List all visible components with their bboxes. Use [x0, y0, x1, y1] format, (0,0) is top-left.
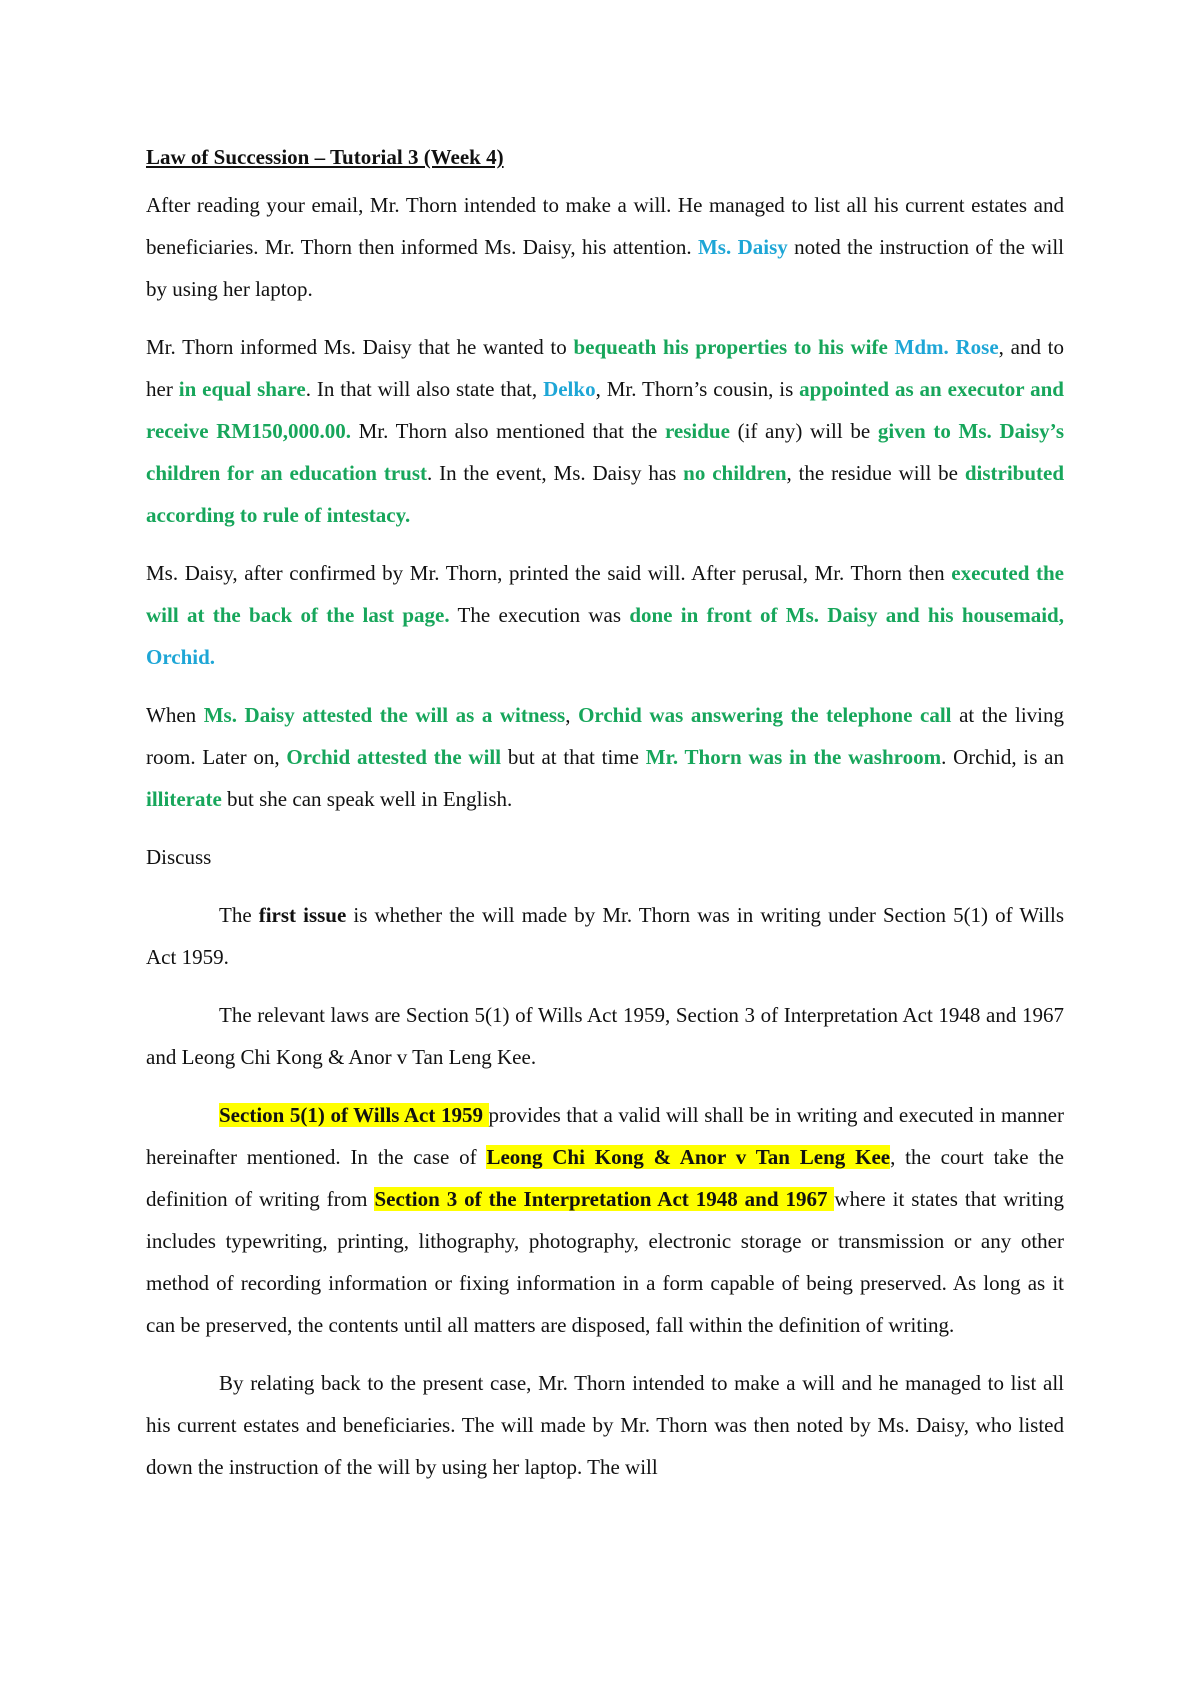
key-fact: Mr. Thorn was in the washroom	[645, 745, 942, 769]
highlight-name: Mdm. Rose	[894, 335, 999, 359]
highlighted-citation: Section 5(1) of Wills Act 1959	[219, 1103, 489, 1127]
facts-paragraph-2	[146, 326, 1064, 536]
text-run: When	[146, 703, 204, 727]
highlighted-citation: Section 3 of the Interpretation Act 1948 and 1967	[374, 1187, 835, 1211]
text-run: , Mr. Thorn’s cousin, is	[595, 377, 800, 401]
text-run: noted the instruction of the will by using her laptop.	[146, 235, 1064, 301]
discuss-label: Discuss	[146, 845, 212, 869]
text-run: . In the event, Ms. Daisy has	[426, 461, 684, 485]
text-run: The execution was	[449, 603, 630, 627]
text-run: Ms. Daisy, after confirmed by Mr. Thorn, printed the said will. After perusal, Mr. Thorn then	[146, 561, 952, 585]
key-fact: in equal share	[178, 377, 306, 401]
key-fact: Orchid was answering the telephone call	[578, 703, 952, 727]
facts-paragraph-1	[146, 184, 1064, 310]
highlight-name: Orchid.	[146, 645, 216, 669]
law-analysis-paragraph	[146, 1094, 1064, 1346]
text-run: . Orchid, is an	[941, 745, 1064, 769]
key-fact: done in front of Ms. Daisy and his housemaid,	[629, 603, 1064, 627]
highlight-name: Delko	[543, 377, 596, 401]
facts-paragraph-3	[146, 552, 1064, 678]
text-run: Mr. Thorn also mentioned that the	[350, 419, 665, 443]
text-run: , the residue will be	[786, 461, 965, 485]
text-run: ,	[565, 703, 579, 727]
key-fact: executed the will at the back of the last page.	[146, 561, 1064, 627]
key-fact: Ms. Daisy attested the will as a witness	[203, 703, 566, 727]
text-run: at the living room. Later on,	[146, 703, 1065, 769]
text-run: provides that a valid will shall be in writing and executed in manner hereinafter mentioned. In the case of	[146, 1103, 1065, 1169]
key-fact: residue	[664, 419, 730, 443]
key-fact: bequeath his properties to his wife	[573, 335, 895, 359]
bold-term: first issue	[258, 903, 347, 927]
key-fact: no children	[683, 461, 787, 485]
issue-paragraph	[146, 894, 1064, 978]
text-run: (if any) will be	[729, 419, 878, 443]
text-run: , the court take the definition of writing from	[146, 1145, 1065, 1211]
key-fact: distributed according to rule of intestacy.	[146, 461, 1064, 527]
facts-paragraph-4	[146, 694, 1064, 820]
key-fact: given to Ms. Daisy’s children for an education trust	[146, 419, 1065, 485]
text-run: is whether the will made by Mr. Thorn was in writing under Section 5(1) of Wills Act 1959.	[146, 903, 1064, 969]
key-fact: appointed as an executor and receive RM150,000.00.	[146, 377, 1064, 443]
text-run: but at that time	[501, 745, 646, 769]
text-run: The	[219, 903, 259, 927]
key-fact: illiterate	[146, 787, 222, 811]
document-title: Law of Succession – Tutorial 3 (Week 4)	[146, 145, 504, 169]
text-run: Mr. Thorn informed Ms. Daisy that he wanted to	[146, 335, 574, 359]
text-run: but she can speak well in English.	[221, 787, 513, 811]
key-fact: Orchid attested the will	[286, 745, 502, 769]
highlighted-citation: Leong Chi Kong & Anor v Tan Leng Kee	[486, 1145, 891, 1169]
text-run: , and to her	[146, 335, 1065, 401]
highlight-name: Ms. Daisy	[697, 235, 788, 259]
relevant-laws-paragraph: The relevant laws are Section 5(1) of Wills Act 1959, Section 3 of Interpretation Act 1948 and 1967 and Leong Chi Kong & Anor v Tan Leng Kee.	[146, 1003, 1064, 1069]
text-run: After reading your email, Mr. Thorn intended to make a will. He managed to list all his current estates and beneficiaries. Mr. Thorn then informed Ms. Daisy, his attention.	[146, 193, 1064, 259]
application-paragraph: By relating back to the present case, Mr. Thorn intended to make a will and he managed to list all his current estates and beneficiaries. The will made by Mr. Thorn was then noted by Ms. Daisy, who listed down the instruction of the will by using her laptop. The will	[146, 1371, 1064, 1479]
text-run: where it states that writing includes typewriting, printing, lithography, photography, electronic storage or transmission or any other method of recording information or fixing information in a form capable of being preserved. As long as it can be preserved, the contents until all matters are disposed, fall within the definition of writing.	[146, 1187, 1064, 1337]
text-run: . In that will also state that,	[305, 377, 544, 401]
